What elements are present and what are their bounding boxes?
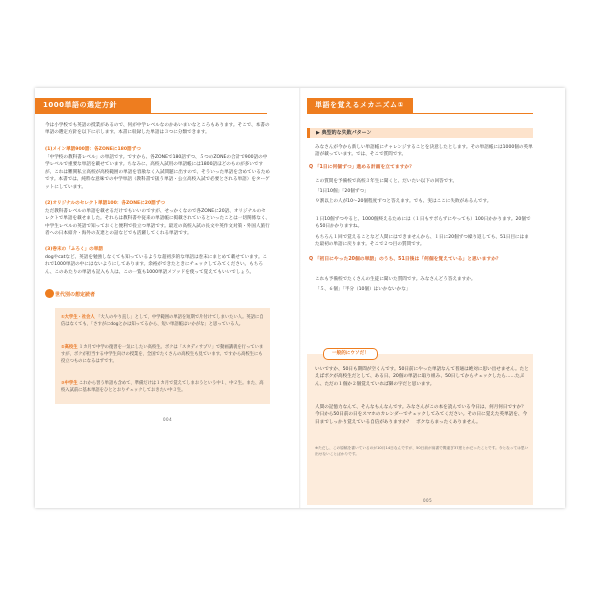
right-paragraph-5: １日10個ずつやると、1000個終えるためには（１日もサボらずにやっても）100日かかります。20個でも50日かかりますね。 bbox=[315, 217, 531, 230]
right-paragraph-2: この質問を予備校で高校３年生に聞くと、だいたい以下の回答です。 bbox=[315, 179, 458, 184]
section-3-body: dogやcatなど、英語を勉強しなくても知っているような超初歩的な単語は巻末にまとめて載せています。これで1000単語の中にはないようにしてあります。余裕ができたときにチェックしてみてください。もちろん、このあたりの単語も記入も人は、この一覧も1000単語メソッドを使って覚えてもいいでしょう。 bbox=[45, 255, 268, 275]
failure-pattern-heading: ▶ 典型的な失敗パターン bbox=[307, 128, 533, 138]
right-paragraph-7: これも予備校でたくさんの生徒に聞いた質問です。みなさんどう答えますか。 bbox=[315, 277, 476, 282]
right-paragraph-1: みなさんが今から新しい単語帳にチャレンジすることを決意したとします。その単語帳には1000個の英単語が載っています。では、そこで質問です。 bbox=[315, 145, 533, 158]
reader-item-1-body: 「大人のやり直し」として、中学範囲の単語を短期で片付けてしまいたい人。英語に自信はなくても、「さすがにdogとかは知ってるから、短い単語帳はいかがな」と思っている人。 bbox=[61, 315, 264, 327]
reader-item-2 bbox=[61, 344, 264, 365]
left-intro: 今は小学校でも英語の授業があるので、何が中学レベルなのかあいまいなところもあります。そこで、本書の単語の選定方針を以下に示します。本書に収録した単語は３つに分類できます。 bbox=[45, 123, 270, 136]
myth-paragraph-2: 人間の記憶力なんて、そんなもんなんです。みなさんがこの本を読んでいる今日は、何月何日ですか？今日から50日前の日をスマホのカレンダーでチェックしてみてください。その日に覚えた英単語を、今日までしっかり覚えている自信がありますか？ ボクならまったくありません。 bbox=[315, 405, 528, 425]
reader-item-1 bbox=[61, 314, 264, 328]
section-1-body: 「中学校の教科書レベル」の単語です。ですから、各ZONEで180語ずつ、５つのZONEの合計で900語の中学レベルで重要な単語を載せています。ちなみに、高校入試用の単語帳には1800語ほどのものが多いですが、これは難関私立高校が高校範囲の単語を容赦なく入試問題に出すので、そういった単語を含めているためです。本書では、純粋な意味での中学単語（教科書で扱う単語・公立高校入試で必要とされる単語）をターゲットにしています。 bbox=[45, 155, 271, 190]
left-page-number: 004 bbox=[163, 417, 173, 422]
question-2: Q 「初日にやった20個の単語」のうち、51日後は「何個を覚えている」と思いますか？ bbox=[309, 257, 501, 262]
reader-item-2-head: ②高校生 bbox=[61, 345, 78, 350]
right-page-title: 単語を覚えるメカニズム① bbox=[307, 98, 413, 113]
book-spread bbox=[35, 88, 565, 508]
right-page bbox=[301, 88, 565, 508]
reader-box bbox=[55, 308, 270, 404]
section-3-heading: (3)巻末の「ふろく」の単語 bbox=[45, 247, 103, 252]
section-2-body: ただ教科書レベルの単語を載せるだけでもいいのですが、せっかくなので各ZONEに20語、オリジナルのセレクトで単語を載せました。それらは教科書や従来の単語帳に掲載されているといったことは一切関係なく、中学生レベルの英語で知っておくと便利で役立つ単語です。最近の高校入試の長文や英作文対策・外国人旅行者への日本紹介・海外の友達との話などでも活躍してくれる単語です。 bbox=[45, 209, 270, 237]
myth-label: 一般的にウソだ！ bbox=[323, 348, 378, 360]
right-page-number: 005 bbox=[423, 498, 433, 503]
globe-icon bbox=[45, 289, 54, 298]
left-page bbox=[35, 88, 299, 508]
right-paragraph-3: 「1日10個」「20個ずつ」 bbox=[315, 189, 369, 194]
reader-item-1-head: ①大学生・社会人 bbox=[61, 315, 95, 320]
footnote: ※ただし、この原稿を書いているのが10月14日なんですが、50日前が肩書で間違ぎ37度とかだったことです。今となっては思い出せないことばかりです。 bbox=[315, 446, 529, 456]
right-paragraph-4: ９割以上の人が10〜20個程度ずつと答えます。でも、実はここに失敗があるんです。 bbox=[315, 199, 492, 204]
right-paragraph-6: もちろん１回で覚えることなど人間にはできませんから、１日に20個ずつ繰り返しても、51日目にはまた最初の単語に戻ります。そこで２つ目の質問です。 bbox=[315, 235, 529, 248]
reader-item-3-head: ③中学生 bbox=[61, 381, 78, 386]
section-1-heading: (1)メイン単語900語：各ZONEに180語ずつ bbox=[45, 147, 141, 152]
reader-section-heading: 世代別の想定読者 bbox=[55, 292, 96, 298]
question-1: Q 「1日に何個ずつ」進める計画を立てますか？ bbox=[309, 165, 415, 170]
myth-paragraph-1: いいですか、50日も期間が空くんです。50日前にやった単語なんて普通は絶対に思い出せません。たとえばボクが高校生だとして、ある日、20個の単語に取り組み、50日してからチェックしたら……たぶん、ただの１個か２個覚えていれば御の字だと思います。 bbox=[315, 367, 529, 387]
reader-item-3-body: これから習う単語も含めて、準備だけは１カ月で覚えてしまおうという中１、中２生。また、高校入試前に基本単語をひととおりチェックしておきたい中３生。 bbox=[61, 381, 264, 393]
section-2-heading: (2)オリジナルのセレクト単語100：各ZONEに20語ずつ bbox=[45, 201, 165, 206]
right-paragraph-8: 「５、６個」「半分（10個）はいかないかな」 bbox=[315, 287, 411, 292]
left-page-title: 1000単語の選定方針 bbox=[35, 98, 151, 113]
right-title-rule bbox=[307, 113, 533, 114]
reader-item-2-body: １カ月で中学の復習を一気にしたい高校生。ボクは「スタディサプリ」で動画講義を行っていますが、ボクが担当する中学生向けの授業を、全国でたくさんの高校生も見ています。ですから高校生にも役立つものになるはずです。 bbox=[61, 345, 264, 364]
left-title-rule bbox=[35, 113, 267, 114]
reader-item-3 bbox=[61, 380, 264, 394]
